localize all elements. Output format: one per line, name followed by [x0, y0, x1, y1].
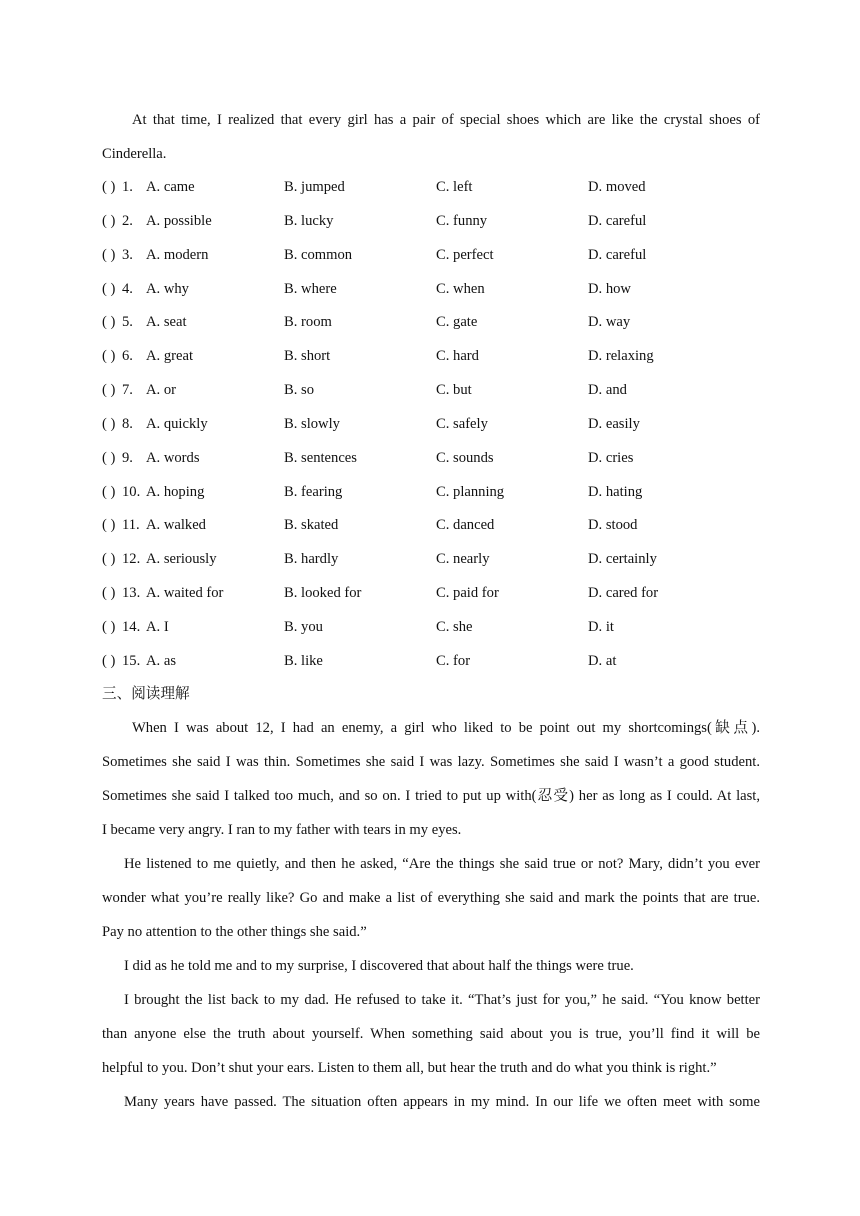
answer-blank: ( ) — [102, 212, 116, 229]
option-a: A. seriously — [146, 551, 217, 568]
answer-blank: ( ) — [102, 246, 116, 263]
question-number: 11. — [122, 517, 140, 534]
option-d: D. stood — [588, 517, 638, 534]
option-b: B. common — [284, 246, 353, 263]
option-c: C. hard — [436, 348, 479, 365]
option-b: B. short — [284, 348, 331, 365]
option-d: D. hating — [588, 483, 643, 500]
option-c: C. gate — [436, 314, 478, 331]
option-b: B. skated — [284, 517, 339, 534]
passage-line: Pay no attention to the other things she said.” — [102, 924, 367, 940]
answer-blank: ( ) — [102, 348, 116, 365]
option-c: C. she — [436, 618, 473, 635]
option-a: A. why — [146, 280, 189, 297]
option-b: B. you — [284, 618, 323, 635]
option-c: C. safely — [436, 415, 488, 432]
question-row — [102, 442, 760, 476]
question-row — [102, 543, 760, 577]
option-d: D. it — [588, 618, 614, 635]
question-number: 10. — [122, 483, 141, 500]
passage-line: He listened to me quietly, and then he asked, “Are the things she said true or not? Mary, didn’t you ever — [124, 856, 760, 872]
question-row — [102, 611, 760, 645]
option-c: C. perfect — [436, 246, 494, 263]
option-d: D. cared for — [588, 585, 659, 602]
passage-line: wonder what you’re really like? Go and make a list of everything she said and mark the points that are true. — [102, 890, 760, 906]
option-a: A. waited for — [146, 585, 224, 602]
question-row — [102, 205, 760, 239]
intro-line: At that time, I realized that every girl has a pair of special shoes which are like the crystal shoes of — [132, 112, 760, 128]
option-b: B. looked for — [284, 585, 362, 602]
passage-line: I became very angry. I ran to my father with tears in my eyes. — [102, 822, 462, 838]
option-a: A. hoping — [146, 483, 205, 500]
option-b: B. where — [284, 280, 337, 297]
option-b: B. room — [284, 314, 332, 331]
passage-line: I did as he told me and to my surprise, I discovered that about half the things were true. — [124, 958, 634, 974]
question-row — [102, 239, 760, 273]
option-c: C. for — [436, 652, 471, 669]
option-d: D. way — [588, 314, 631, 331]
question-number: 3. — [122, 246, 133, 263]
option-c: C. nearly — [436, 551, 490, 568]
question-number: 9. — [122, 449, 133, 466]
question-number: 7. — [122, 382, 133, 399]
option-c: C. planning — [436, 483, 505, 500]
option-d: D. moved — [588, 179, 646, 195]
answer-blank: ( ) — [102, 652, 116, 669]
answer-blank: ( ) — [102, 517, 116, 534]
question-number: 12. — [122, 551, 141, 568]
option-c: C. but — [436, 382, 472, 399]
option-a: A. words — [146, 449, 200, 466]
option-d: D. careful — [588, 246, 647, 263]
option-d: D. at — [588, 652, 617, 669]
passage-line: Many years have passed. The situation often appears in my mind. In our life we often meet with some — [124, 1094, 760, 1110]
option-b: B. slowly — [284, 415, 340, 432]
passage-line: helpful to you. Don’t shut your ears. Listen to them all, but hear the truth and do what you think is right.” — [102, 1060, 717, 1076]
answer-blank: ( ) — [102, 314, 116, 331]
reading-passage — [102, 711, 760, 1119]
cloze-options-list — [102, 171, 760, 679]
intro-paragraph — [102, 103, 760, 171]
intro-line: Cinderella. — [102, 146, 167, 162]
option-d: D. cries — [588, 449, 634, 466]
option-b: B. so — [284, 382, 315, 399]
option-c: C. paid for — [436, 585, 499, 602]
question-row — [102, 577, 760, 611]
option-b: B. like — [284, 652, 323, 669]
option-c: C. funny — [436, 212, 488, 229]
question-number: 8. — [122, 415, 133, 432]
question-number: 15. — [122, 652, 141, 669]
answer-blank: ( ) — [102, 280, 116, 297]
question-number: 4. — [122, 280, 133, 297]
answer-blank: ( ) — [102, 382, 116, 399]
question-row — [102, 476, 760, 510]
question-row — [102, 374, 760, 408]
question-number: 6. — [122, 348, 133, 365]
option-d: D. easily — [588, 415, 640, 432]
option-d: D. certainly — [588, 551, 657, 568]
option-b: B. hardly — [284, 551, 339, 568]
question-row — [102, 509, 760, 543]
question-row — [102, 273, 760, 307]
answer-blank: ( ) — [102, 618, 116, 635]
option-a: A. seat — [146, 314, 187, 331]
option-c: C. sounds — [436, 449, 494, 466]
option-c: C. when — [436, 280, 485, 297]
option-b: B. fearing — [284, 483, 343, 500]
option-a: A. quickly — [146, 415, 208, 432]
option-a: A. or — [146, 382, 176, 399]
answer-blank: ( ) — [102, 585, 116, 602]
option-a: A. modern — [146, 246, 209, 263]
option-c: C. left — [436, 179, 473, 195]
question-number: 1. — [122, 179, 133, 195]
option-a: A. walked — [146, 517, 206, 534]
question-number: 14. — [122, 618, 141, 635]
passage-line: than anyone else the truth about yourself. When something said about you is true, you’ll find it will be — [102, 1026, 760, 1042]
option-a: A. as — [146, 652, 176, 669]
answer-blank: ( ) — [102, 551, 116, 568]
option-a: A. came — [146, 179, 195, 195]
option-b: B. sentences — [284, 449, 357, 466]
answer-blank: ( ) — [102, 449, 116, 466]
passage-line: When I was about 12, I had an enemy, a girl who liked to be point out my shortcomings(缺点). — [132, 720, 760, 736]
answer-blank: ( ) — [102, 483, 116, 500]
option-d: D. relaxing — [588, 348, 654, 365]
answer-blank: ( ) — [102, 415, 116, 432]
option-d: D. careful — [588, 212, 647, 229]
question-row — [102, 645, 760, 679]
question-row — [102, 408, 760, 442]
option-b: B. jumped — [284, 179, 345, 195]
passage-line: I brought the list back to my dad. He refused to take it. “That’s just for you,” he said. “You know better — [124, 992, 760, 1008]
question-number: 13. — [122, 585, 141, 602]
option-a: A. possible — [146, 212, 212, 229]
question-number: 5. — [122, 314, 133, 331]
option-a: A. I — [146, 618, 169, 635]
option-a: A. great — [146, 348, 194, 365]
option-b: B. lucky — [284, 212, 334, 229]
option-d: D. how — [588, 280, 631, 297]
option-d: D. and — [588, 382, 627, 399]
section-heading: 三、阅读理解 — [102, 685, 190, 702]
question-number: 2. — [122, 212, 133, 229]
passage-line: Sometimes she said I talked too much, and so on. I tried to put up with(忍受) her as long as I could. At last, — [102, 788, 760, 804]
answer-blank: ( ) — [102, 179, 116, 195]
question-row — [102, 306, 760, 340]
passage-line: Sometimes she said I was thin. Sometimes she said I was lazy. Sometimes she said I wasn’t a good student. — [102, 754, 760, 770]
question-row — [102, 171, 760, 205]
question-row — [102, 340, 760, 374]
option-c: C. danced — [436, 517, 495, 534]
